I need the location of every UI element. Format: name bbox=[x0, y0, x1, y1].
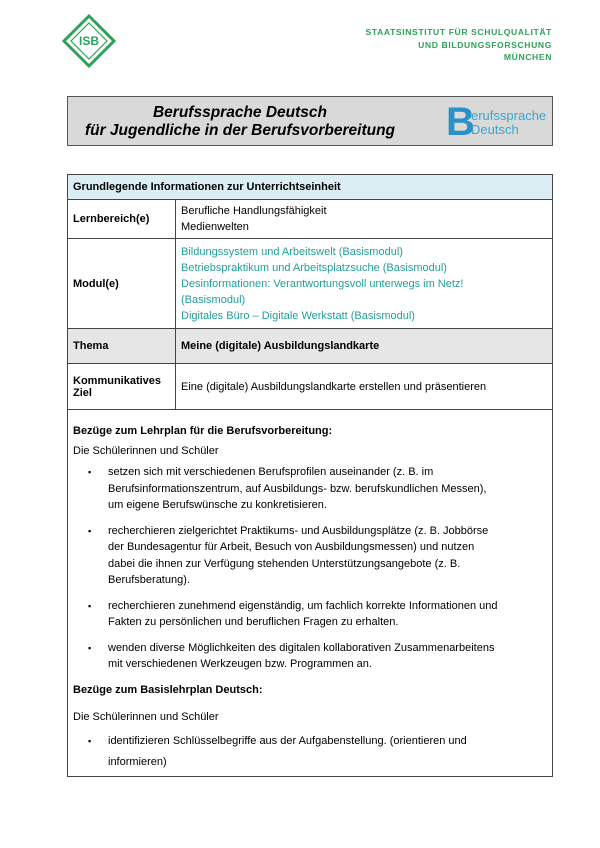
thema-value: Meine (digitale) Ausbildungslandkarte bbox=[176, 329, 553, 364]
lernbereich-label: Lernbereich(e) bbox=[68, 200, 176, 239]
institute-line: STAATSINSTITUT FÜR SCHULQUALITÄT bbox=[365, 27, 552, 37]
title-line: Berufssprache Deutsch bbox=[152, 104, 327, 121]
modul-value bbox=[176, 239, 553, 329]
basislehrplan-heading: Bezüge zum Basislehrplan Deutsch: bbox=[73, 684, 263, 696]
ziel-label-line: Ziel bbox=[73, 386, 92, 399]
modul-item: Desinformationen: Verantwortungsvoll unterwegs im Netz! bbox=[181, 277, 464, 290]
title-line: für Jugendliche in der Berufsvorbereitung bbox=[84, 122, 396, 139]
curriculum-section bbox=[67, 409, 553, 777]
list-line: um eigene Berufswünsche zu konkretisieren. bbox=[108, 499, 327, 511]
list-item bbox=[88, 731, 543, 773]
logo-line: erufssprache bbox=[471, 108, 547, 123]
list-item bbox=[88, 640, 543, 673]
list-item bbox=[88, 523, 543, 589]
list-line: Fakten zu persönlichen und beruflichen Fragen zu erhalten. bbox=[108, 616, 399, 628]
list-line: Berufsinformationszentrum, auf Ausbildungs- bzw. berufskundlichen Messen), bbox=[108, 482, 487, 495]
lernbereich-item: Berufliche Handlungsfähigkeit bbox=[181, 205, 327, 217]
lernbereich-item: Medienwelten bbox=[181, 221, 249, 233]
list-line: Berufsberatung). bbox=[108, 574, 190, 586]
basislehrplan-list bbox=[88, 731, 543, 773]
lehrplan-heading: Bezüge zum Lehrplan für die Berufsvorbereitung: bbox=[73, 425, 333, 437]
list-item bbox=[88, 598, 543, 631]
basislehrplan-intro: Die Schülerinnen und Schüler bbox=[73, 711, 219, 723]
institute-line: MÜNCHEN bbox=[503, 52, 552, 62]
list-line: ▪ identifizieren Schlüsselbegriffe aus der Aufgabenstellung. (orientieren und bbox=[108, 735, 467, 747]
info-table-header: Grundlegende Informationen zur Unterrichtseinheit bbox=[68, 175, 553, 200]
modul-item: Bildungssystem und Arbeitswelt (Basismodul) bbox=[181, 245, 403, 258]
modul-item: Digitales Büro – Digitale Werkstatt (Basismodul) bbox=[181, 309, 415, 322]
modul-label: Modul(e) bbox=[68, 239, 176, 329]
ziel-label bbox=[68, 364, 176, 410]
list-line: dabei die ihnen zur Verfügung stehenden Unterstützungsangebote (z. B. bbox=[108, 557, 461, 570]
berufssprache-deutsch-logo bbox=[446, 99, 552, 143]
list-line: der Bundesagentur für Arbeit, Besuch von Ausbildungsmessen) und nutzen bbox=[108, 541, 475, 553]
lehrplan-intro: Die Schülerinnen und Schüler bbox=[73, 445, 219, 457]
logo-letter: B bbox=[446, 100, 475, 143]
list-item bbox=[88, 464, 543, 514]
isb-logo bbox=[62, 14, 116, 68]
list-line: mit verschiedenen Werkzeugen bzw. Programmen an. bbox=[108, 658, 372, 670]
info-table bbox=[67, 174, 553, 410]
modul-item: (Basismodul) bbox=[181, 293, 246, 306]
title-banner bbox=[67, 96, 553, 146]
list-line: informieren) bbox=[108, 756, 167, 768]
list-line: ▪ recherchieren zielgerichtet Praktikums- und Ausbildungsplätze (z. B. Jobbörse bbox=[108, 524, 489, 537]
lehrplan-list bbox=[88, 464, 543, 673]
list-line: ▪ setzen sich mit verschiedenen Berufsprofilen auseinander (z. B. im bbox=[108, 466, 434, 478]
institute-line: UND BILDUNGSFORSCHUNG bbox=[418, 39, 552, 50]
page-title bbox=[80, 104, 400, 140]
thema-label: Thema bbox=[68, 329, 176, 364]
modul-item: Betriebspraktikum und Arbeitsplatzsuche (Basismodul) bbox=[181, 261, 447, 274]
ziel-label-line: Kommunikatives bbox=[73, 374, 162, 387]
ziel-value: Eine (digitale) Ausbildungslandkarte erstellen und präsentieren bbox=[176, 364, 553, 410]
isb-logo-text: ISB bbox=[78, 34, 100, 48]
lernbereich-value bbox=[176, 200, 553, 239]
logo-line: Deutsch bbox=[471, 122, 519, 137]
list-line: ▪ recherchieren zunehmend eigenständig, um fachlich korrekte Informationen und bbox=[108, 599, 498, 612]
institute-name bbox=[366, 26, 552, 64]
list-line: ▪ wenden diverse Möglichkeiten des digitalen kollaborativen Zusammenarbeitens bbox=[108, 641, 495, 654]
